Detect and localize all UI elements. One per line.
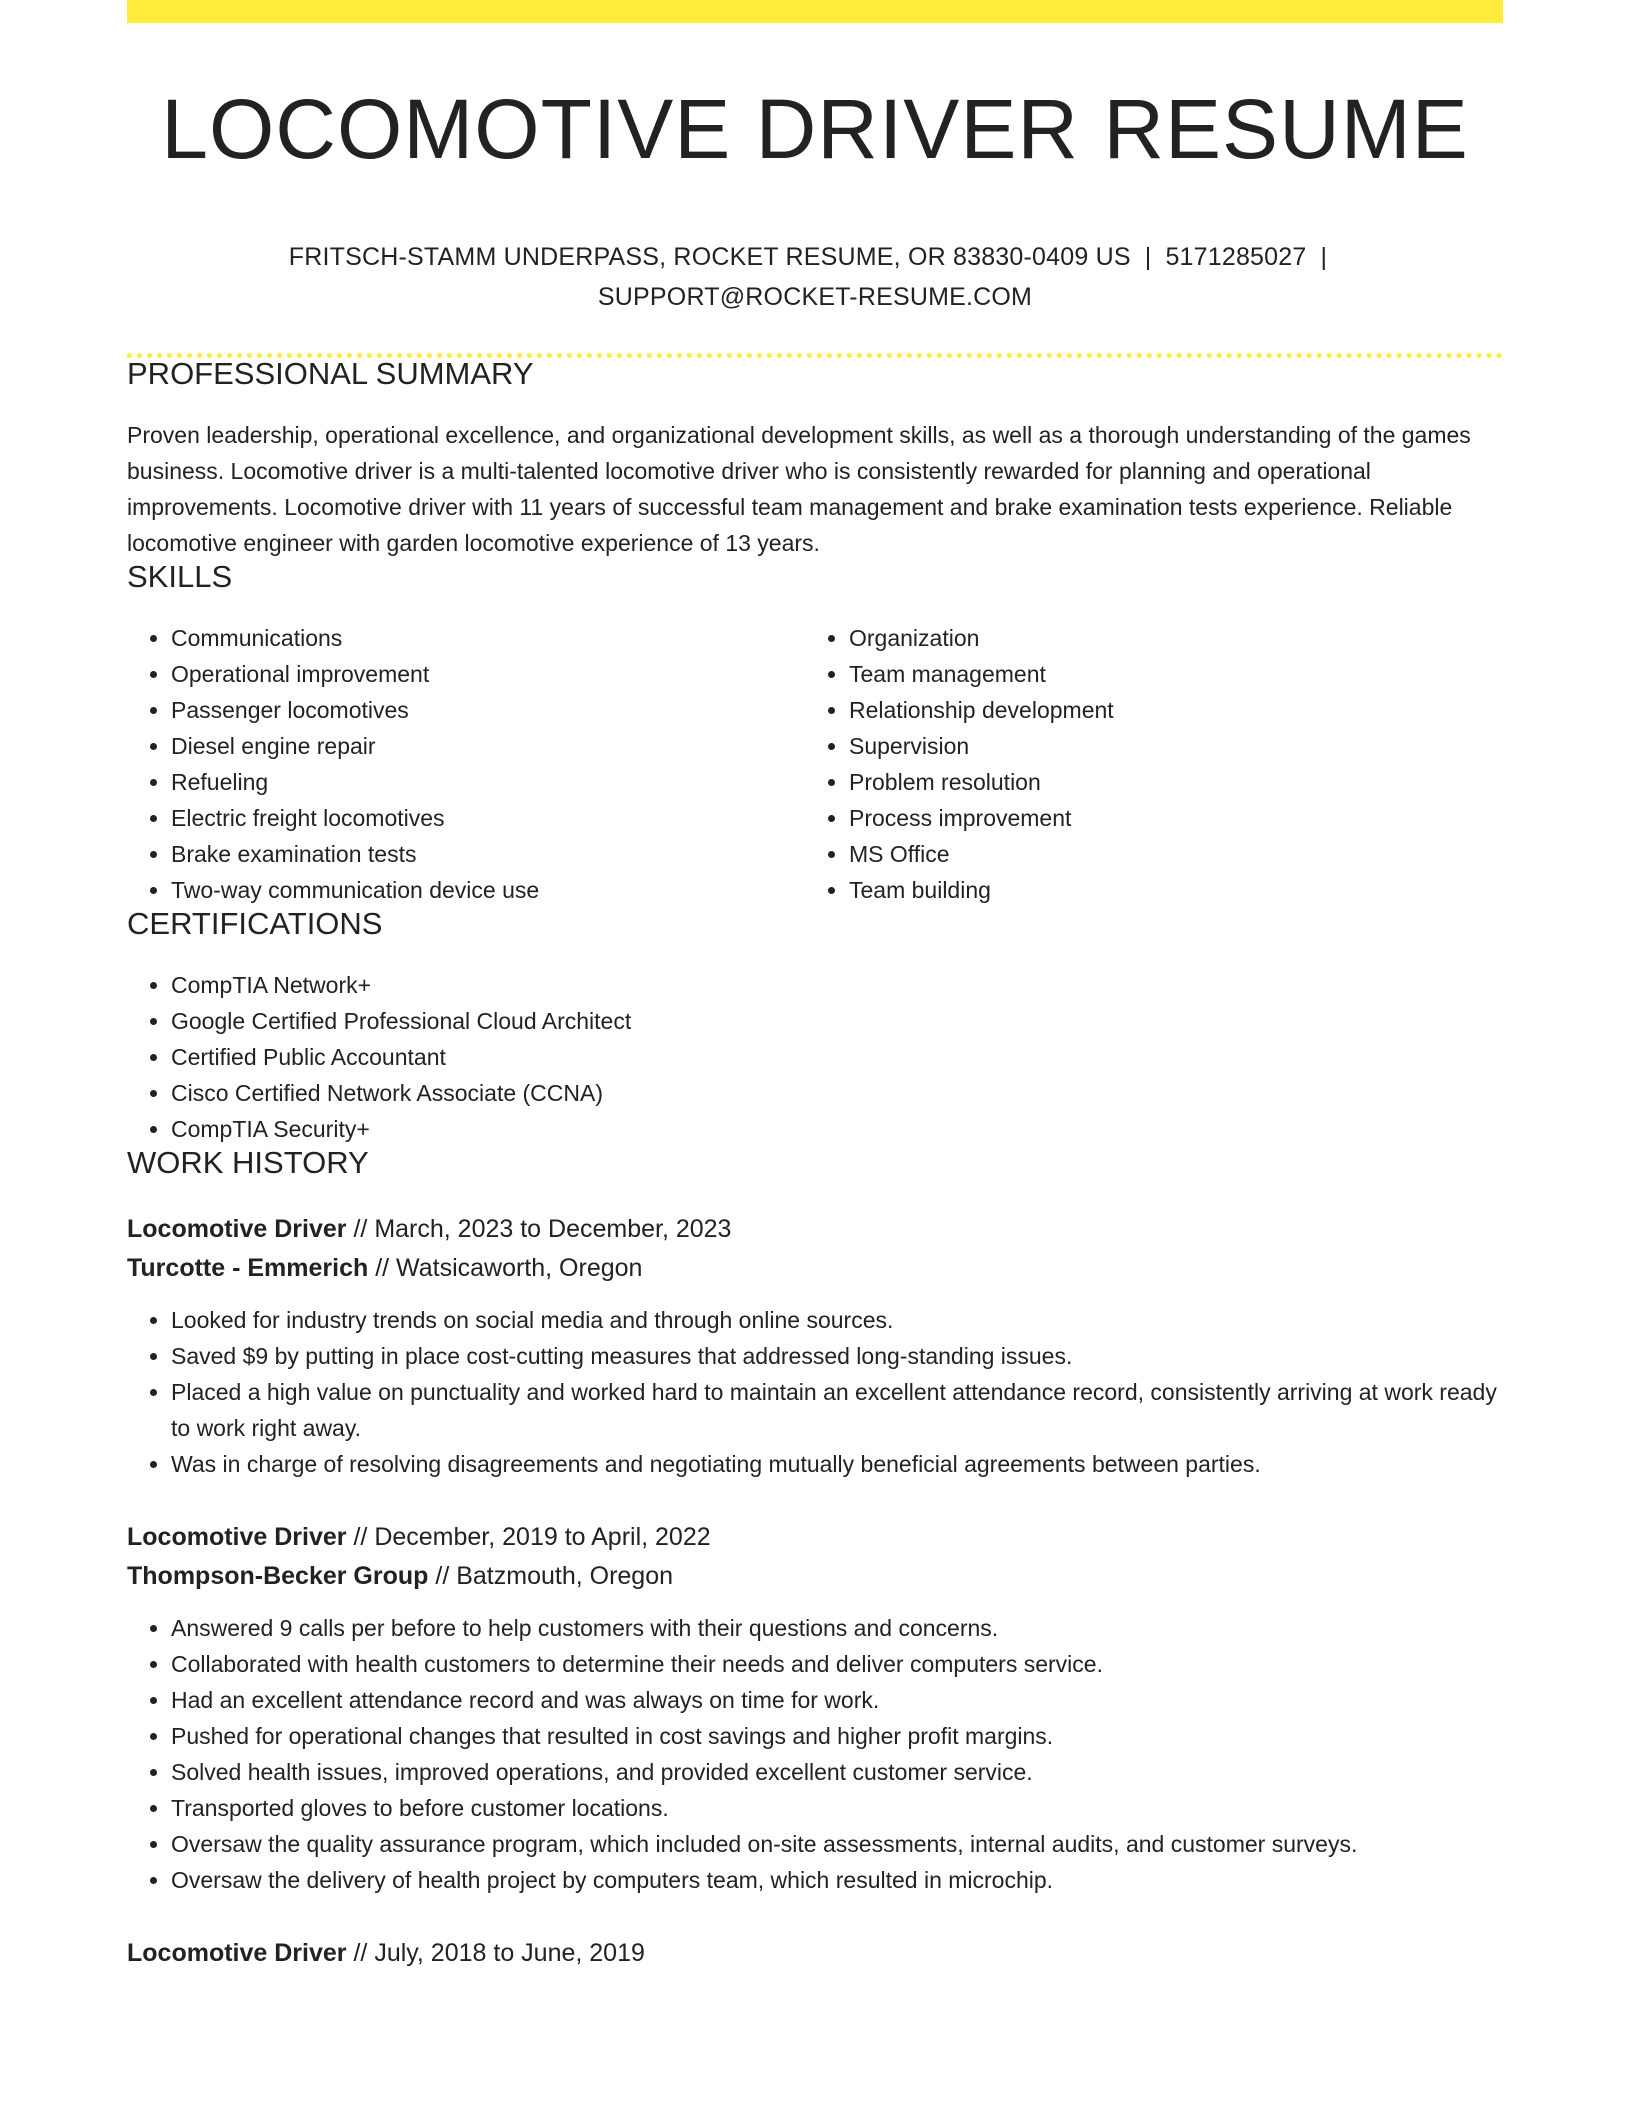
skill-item: • Brake examination tests: [171, 836, 805, 872]
certifications-heading: CERTIFICATIONS: [127, 906, 383, 942]
separator: //: [346, 1523, 375, 1552]
summary-heading: PROFESSIONAL SUMMARY: [127, 356, 534, 392]
skill-item: • Problem resolution: [849, 764, 1483, 800]
job-entry: [127, 1518, 1503, 1898]
skill-item: • Operational improvement: [171, 656, 805, 692]
job-duties-list: [127, 1302, 1503, 1482]
job-dates: December, 2019 to April, 2022: [374, 1523, 711, 1552]
contact-line-1: [127, 237, 1503, 277]
certification-item: • Cisco Certified Network Associate (CCNA): [171, 1075, 1503, 1111]
skills-list-right: [805, 620, 1483, 908]
skills-columns: [127, 620, 1503, 908]
job-location: Batzmouth, Oregon: [456, 1562, 674, 1591]
skill-item: • Organization: [849, 620, 1483, 656]
work-history: [127, 1210, 1503, 1973]
job-duty-item: • Placed a high value on punctuality and worked hard to maintain an excellent attendance record, consistently arriving at work ready to work right away.: [171, 1374, 1503, 1446]
certification-item: • CompTIA Network+: [171, 967, 1503, 1003]
skills-list-left: [127, 620, 805, 908]
job-duty-item: • Saved $9 by putting in place cost-cutting measures that addressed long-standing issues.: [171, 1338, 1503, 1374]
job-duty-item: • Transported gloves to before customer locations.: [171, 1790, 1503, 1826]
job-dates: March, 2023 to December, 2023: [374, 1215, 732, 1244]
contact-info: [127, 237, 1503, 317]
skill-item: • MS Office: [849, 836, 1483, 872]
job-duty-item: • Had an excellent attendance record and was always on time for work.: [171, 1682, 1503, 1718]
resume-page: [127, 0, 1503, 1973]
skill-item: • Process improvement: [849, 800, 1483, 836]
skills-heading: SKILLS: [127, 559, 233, 595]
job-title-line: [127, 1210, 1503, 1249]
phone: 5171285027: [1165, 243, 1307, 272]
job-duties-list: [127, 1610, 1503, 1898]
separator: |: [1320, 243, 1328, 272]
job-title-line: [127, 1518, 1503, 1557]
skills-column-right: [805, 620, 1483, 908]
job-entry: [127, 1934, 1503, 1973]
job-duty-item: • Oversaw the quality assurance program, which included on-site assessments, internal audits, and customer surveys.: [171, 1826, 1503, 1862]
job-duty-item: • Solved health issues, improved operations, and provided excellent customer service.: [171, 1754, 1503, 1790]
skills-column-left: [127, 620, 805, 908]
job-role: Locomotive Driver: [127, 1939, 347, 1968]
job-company-line: [127, 1557, 1503, 1596]
job-title-line: [127, 1934, 1503, 1973]
certification-item: • CompTIA Security+: [171, 1111, 1503, 1147]
skill-item: • Relationship development: [849, 692, 1483, 728]
skill-item: • Team building: [849, 872, 1483, 908]
certifications-list: [127, 967, 1503, 1147]
job-duty-item: • Answered 9 calls per before to help customers with their questions and concerns.: [171, 1610, 1503, 1646]
certification-item: • Certified Public Accountant: [171, 1039, 1503, 1075]
job-company-line: [127, 1249, 1503, 1288]
separator: //: [428, 1562, 457, 1591]
skill-item: • Passenger locomotives: [171, 692, 805, 728]
skill-item: • Diesel engine repair: [171, 728, 805, 764]
skill-item: • Communications: [171, 620, 805, 656]
skill-item: • Team management: [849, 656, 1483, 692]
job-duty-item: • Was in charge of resolving disagreements and negotiating mutually beneficial agreements between parties.: [171, 1446, 1503, 1482]
skill-item: • Two-way communication device use: [171, 872, 805, 908]
skill-item: • Supervision: [849, 728, 1483, 764]
job-company: Turcotte - Emmerich: [127, 1254, 369, 1283]
job-dates: July, 2018 to June, 2019: [374, 1939, 645, 1968]
skill-item: • Electric freight locomotives: [171, 800, 805, 836]
top-accent-bar: [127, 0, 1503, 23]
job-location: Watsicaworth, Oregon: [396, 1254, 643, 1283]
certification-item: • Google Certified Professional Cloud Architect: [171, 1003, 1503, 1039]
job-entry: [127, 1210, 1503, 1482]
job-duty-item: • Pushed for operational changes that resulted in cost savings and higher profit margins.: [171, 1718, 1503, 1754]
separator: //: [368, 1254, 397, 1283]
job-role: Locomotive Driver: [127, 1215, 347, 1244]
resume-title: LOCOMOTIVE DRIVER RESUME: [161, 82, 1469, 176]
separator: //: [346, 1215, 375, 1244]
summary-text: Proven leadership, operational excellence, and organizational development skills, as well as a thorough understanding of the games business. Locomotive driver is a multi-talented locomotive driver who is consistently rewarded for planning and operational improvements. Locomotive driver with 11 years of successful team management and brake examination tests experience. Reliable locomotive engineer with garden locomotive experience of 13 years.: [127, 422, 1471, 557]
separator: //: [346, 1939, 375, 1968]
contact-line-2: [127, 277, 1503, 317]
job-duty-item: • Collaborated with health customers to determine their needs and deliver computers service.: [171, 1646, 1503, 1682]
address: FRITSCH-STAMM UNDERPASS, ROCKET RESUME, OR 83830-0409 US: [288, 243, 1131, 272]
skill-item: • Refueling: [171, 764, 805, 800]
job-company: Thompson-Becker Group: [127, 1562, 429, 1591]
job-role: Locomotive Driver: [127, 1523, 347, 1552]
work-history-heading: WORK HISTORY: [127, 1145, 369, 1181]
job-duty-item: • Looked for industry trends on social media and through online sources.: [171, 1302, 1503, 1338]
email: SUPPORT@ROCKET-RESUME.COM: [597, 283, 1033, 312]
separator: |: [1144, 243, 1152, 272]
job-duty-item: • Oversaw the delivery of health project by computers team, which resulted in microchip.: [171, 1862, 1503, 1898]
